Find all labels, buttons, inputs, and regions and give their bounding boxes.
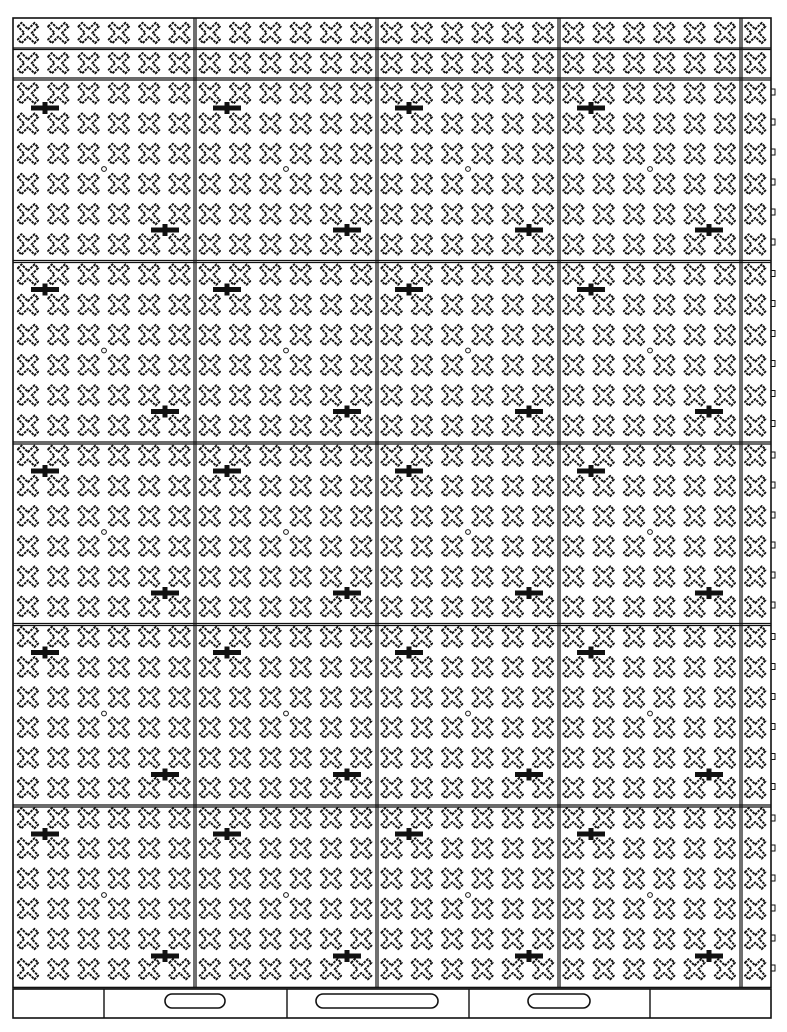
connector-post	[225, 284, 230, 296]
connector-post	[589, 102, 594, 114]
connector-post	[43, 284, 48, 296]
connector-post	[527, 587, 532, 599]
connector-post	[43, 647, 48, 659]
connector-post	[43, 102, 48, 114]
connector-post	[345, 587, 350, 599]
connector-post	[589, 828, 594, 840]
connector-post	[225, 647, 230, 659]
connector-post	[707, 769, 712, 781]
connector-post	[527, 950, 532, 962]
connector-post	[163, 950, 168, 962]
connector-post	[589, 647, 594, 659]
connector-post	[707, 406, 712, 418]
connector-post	[163, 224, 168, 236]
connector-post	[527, 769, 532, 781]
connector-post	[707, 224, 712, 236]
connector-post	[589, 284, 594, 296]
connector-post	[407, 465, 412, 477]
connector-post	[345, 769, 350, 781]
connector-post	[407, 828, 412, 840]
connector-post	[225, 828, 230, 840]
connector-post	[407, 102, 412, 114]
base-frame	[13, 989, 771, 1018]
connector-post	[225, 465, 230, 477]
connector-post	[163, 406, 168, 418]
connector-post	[43, 465, 48, 477]
connector-post	[163, 769, 168, 781]
connector-post	[345, 406, 350, 418]
connector-post	[707, 587, 712, 599]
connector-post	[225, 102, 230, 114]
connector-post	[407, 647, 412, 659]
connector-post	[707, 950, 712, 962]
connector-post	[43, 828, 48, 840]
connector-post	[345, 224, 350, 236]
connector-post	[527, 224, 532, 236]
connector-post	[163, 587, 168, 599]
connector-post	[345, 950, 350, 962]
connector-post	[407, 284, 412, 296]
connector-post	[527, 406, 532, 418]
connector-post	[589, 465, 594, 477]
